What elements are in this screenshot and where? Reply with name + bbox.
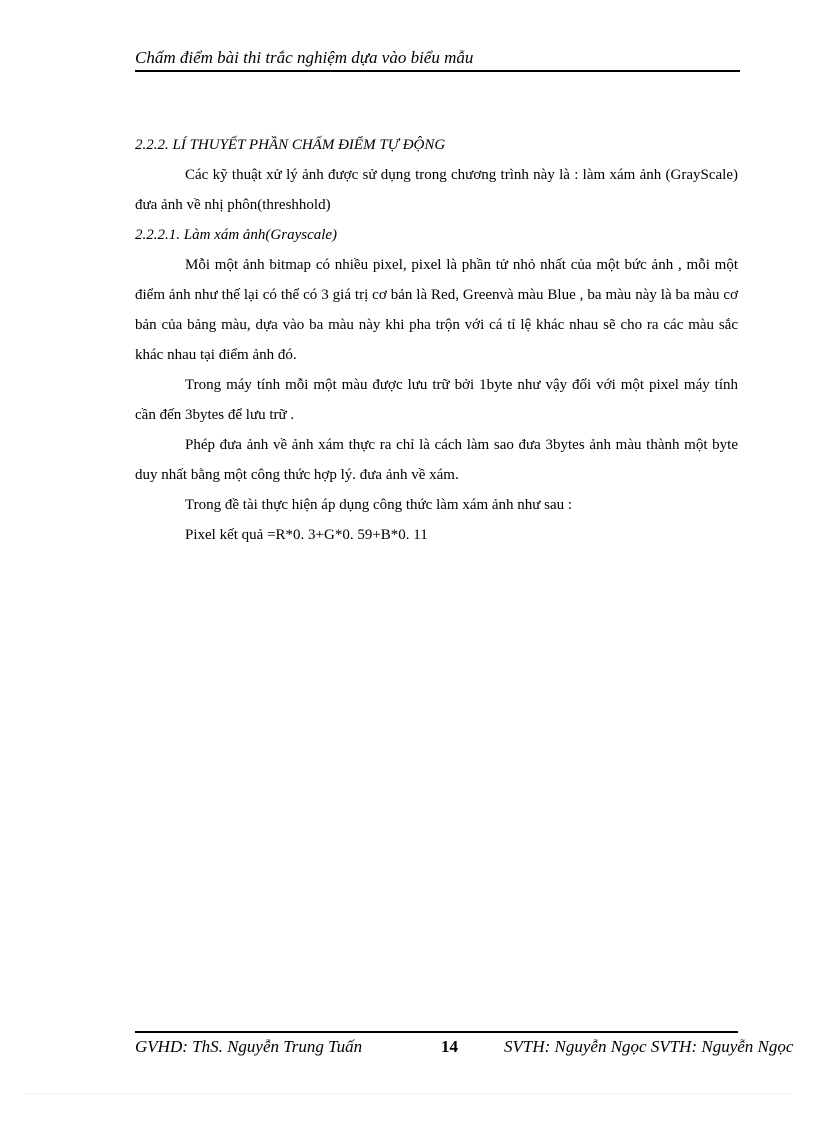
subsection-heading: 2.2.2.1. Làm xám ảnh(Grayscale) [135,227,338,243]
document-body [135,130,738,550]
formula: Pixel kết quả =R*0. 3+G*0. 59+B*0. 11 [185,527,428,543]
page-number: 14 [441,1037,458,1056]
intro-paragraph: Các kỹ thuật xử lý ảnh được sử dụng trong chương trình này là : làm xám ảnh (GrayScale) đưa ảnh về nhị phôn(threshhold) [135,167,738,213]
page-edge-divider [25,1093,791,1094]
header-rule [135,70,740,72]
footer-student: SVTH: Nguyễn Ngọc SVTH: Nguyễn Ngọc [504,1037,794,1056]
header-title: Chấm điểm bài thi trắc nghiệm dựa vào biểu mẫu [135,48,474,67]
paragraph: Trong máy tính mỗi một màu được lưu trữ bởi 1byte như vậy đối với một pixel máy tính cần đến 3bytes để lưu trữ . [135,377,738,423]
paragraph: Phép đưa ảnh về ảnh xám thực ra chỉ là cách làm sao đưa 3bytes ảnh màu thành một byte duy nhất bằng một công thức hợp lý. đưa ảnh về xám. [135,437,738,483]
footer-rule [135,1031,738,1033]
paragraph: Mỗi một ảnh bitmap có nhiều pixel, pixel là phần tử nhỏ nhất của một bức ảnh , mỗi một điểm ảnh như thế lại có thể có 3 giá trị cơ bản là Red, Greenvà màu Blue , ba màu này là ba màu cơ bản của bảng màu, dựa vào ba màu này khi pha trộn với cá tỉ lệ khác nhau sẽ cho ra các màu sắc khác nhau tại điểm ảnh đó. [135,257,738,363]
paragraph: Trong đề tài thực hiện áp dụng công thức làm xám ảnh như sau : [185,497,573,513]
footer-advisor: GVHD: ThS. Nguyễn Trung Tuấn [135,1037,363,1056]
section-heading: 2.2.2. LÍ THUYẾT PHẦN CHẤM ĐIỂM TỰ ĐỘNG [135,137,446,153]
